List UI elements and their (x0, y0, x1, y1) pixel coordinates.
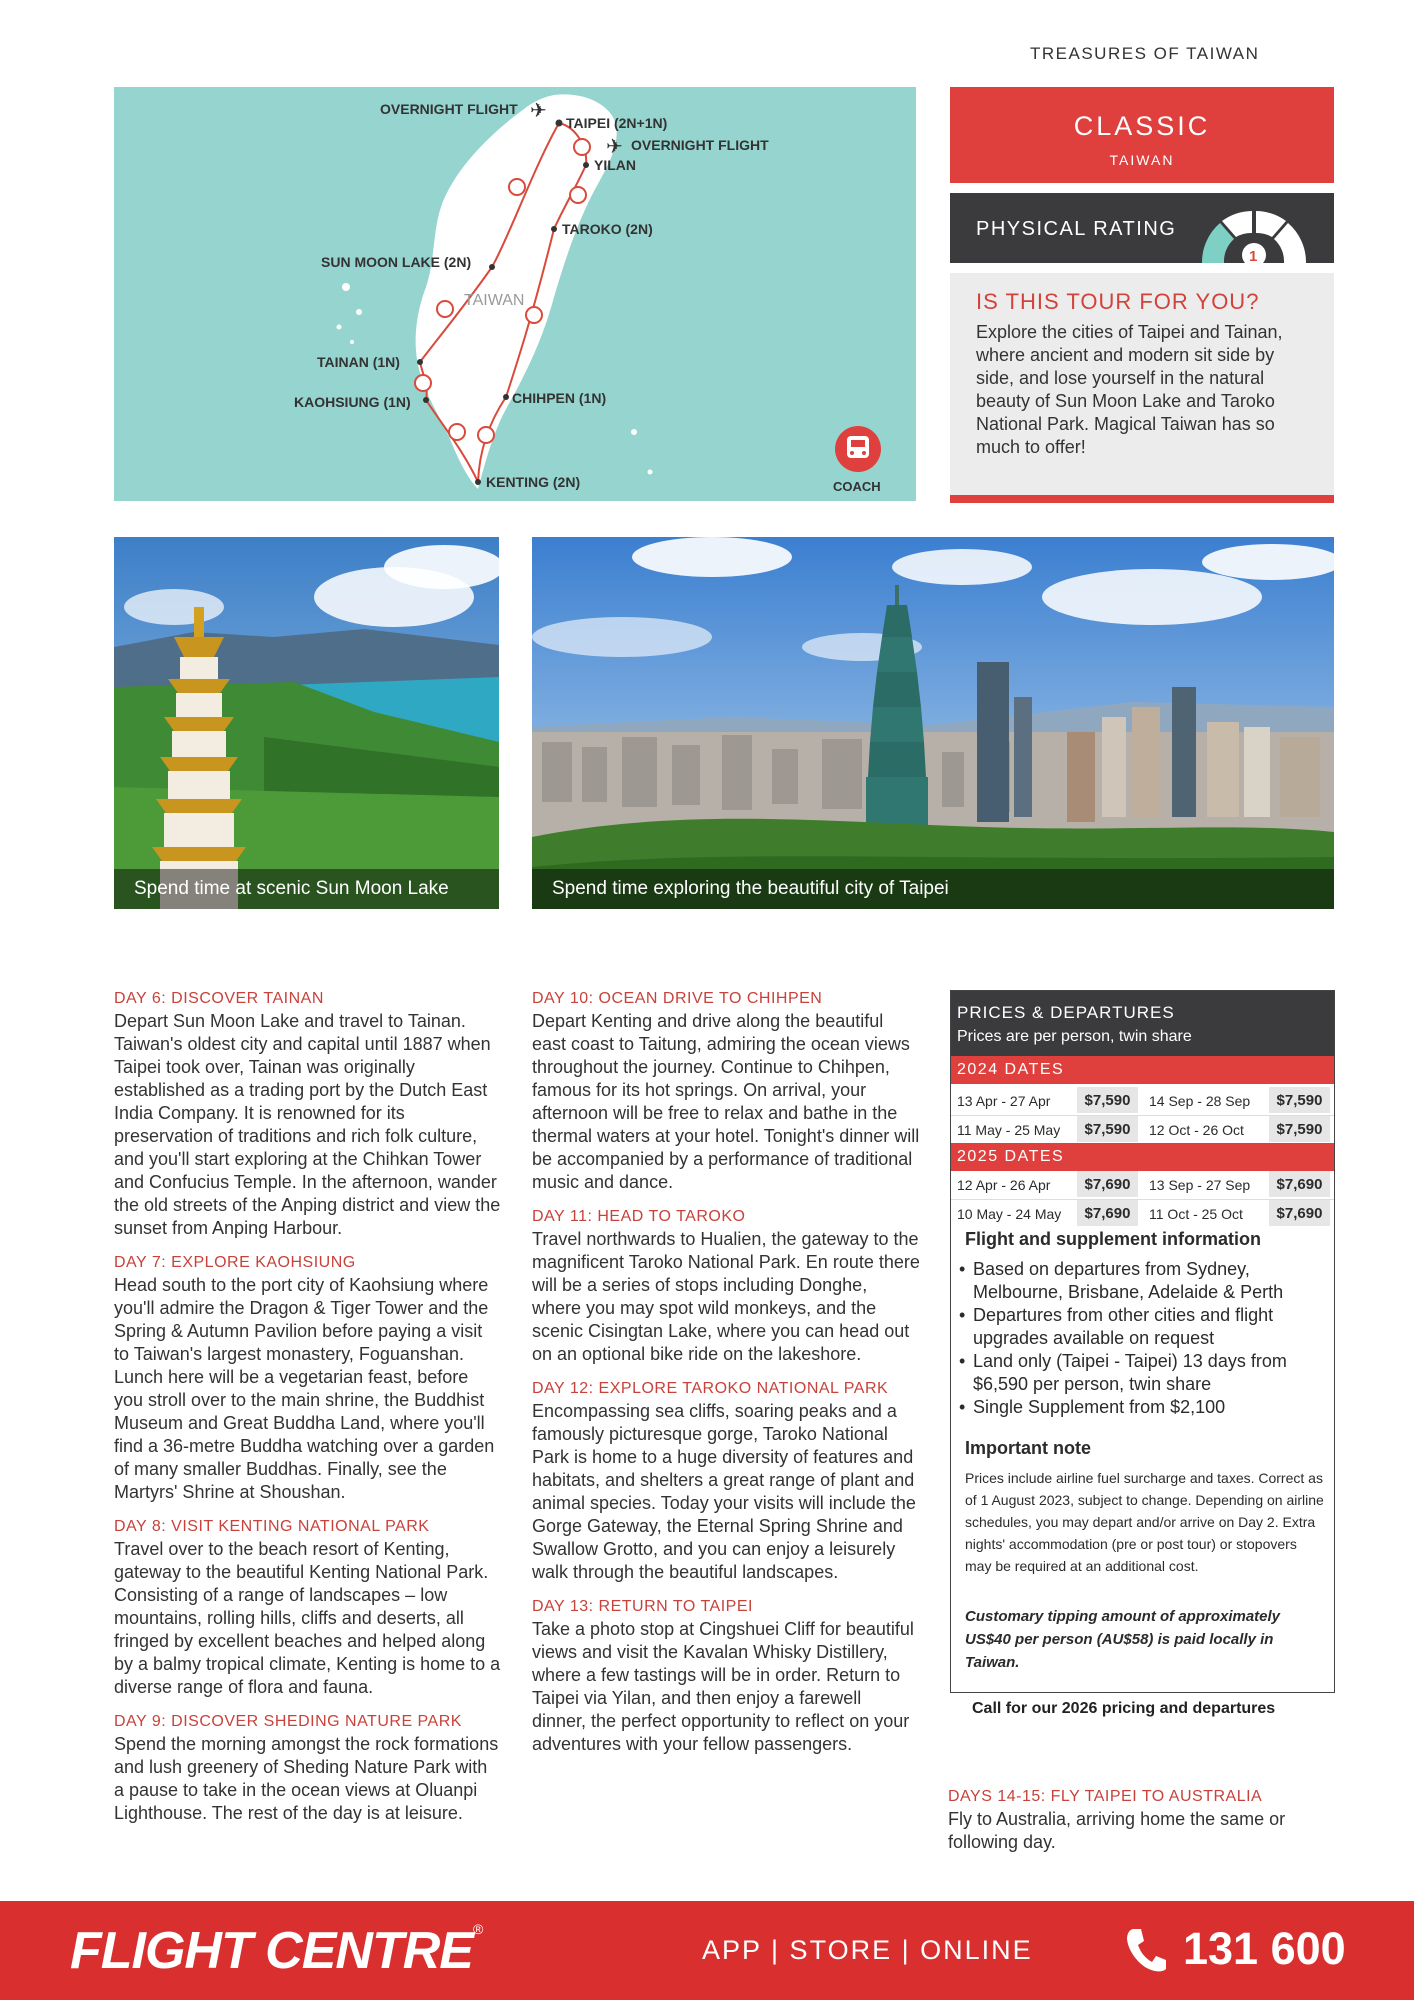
map-label-taroko: TAROKO (2N) (562, 221, 653, 237)
departure-date: 13 Apr - 27 Apr (957, 1093, 1051, 1109)
map-label-taiwan: TAIWAN (464, 292, 525, 309)
map-label-tainan: TAINAN (1N) (317, 354, 400, 370)
classic-subtitle: TAIWAN (1109, 152, 1175, 168)
day-12-text: Encompassing sea cliffs, soaring peaks and a famously picturesque gorge, Taroko National Park is home to a huge diversity of features and habitats, and shelters a great range of plant and animal species. Today your visits will include the Gorge Gateway, the Eternal Spring Shrine and Swallow Grotto, and you can enjoy a leisurely walk through the beautiful landscapes. (532, 1401, 916, 1582)
price-row (951, 1115, 1334, 1143)
rating-value: 1 (1249, 248, 1258, 263)
registered-mark: ® (472, 1921, 483, 1937)
map-label-sun-moon: SUN MOON LAKE (2N) (321, 254, 472, 270)
day-11-text: Travel northwards to Hualien, the gateway to the magnificent Taroko National Park. En route there will be a series of stops including Donghe, where you may spot wild monkeys, and the scenic Cisingtan Lake, where you can head out on an optional bike ride on the lakeshore. (532, 1229, 920, 1364)
map-label-flight-left: OVERNIGHT FLIGHT (380, 101, 518, 117)
map-label-taipei: TAIPEI (2N+1N) (566, 115, 668, 131)
day-11-heading: DAY 11: HEAD TO TAROKO (532, 1208, 746, 1225)
day-8-heading: DAY 8: VISIT KENTING NATIONAL PARK (114, 1518, 430, 1535)
classic-tour-badge (950, 87, 1334, 183)
day-7-heading: DAY 7: EXPLORE KAOHSIUNG (114, 1254, 356, 1271)
photo-caption-taipei: Spend time exploring the beautiful city of Taipei (532, 869, 1334, 909)
price-row (951, 1199, 1334, 1227)
page-header-title: TREASURES OF TAIWAN (1030, 44, 1260, 63)
phone-number[interactable]: 131 600 (1183, 1923, 1346, 1974)
day-9-heading: DAY 9: DISCOVER SHEDING NATURE PARK (114, 1713, 462, 1730)
list-item: • Departures from other cities and flight upgrades available on request (959, 1304, 1329, 1350)
photo-caption-sun-moon: Spend time at scenic Sun Moon Lake (114, 869, 499, 909)
sun-moon-lake-photo (114, 537, 499, 909)
departure-price: $7,590 (1269, 1087, 1330, 1113)
prices-title: PRICES & DEPARTURES (957, 1003, 1175, 1022)
departure-price: $7,590 (1077, 1116, 1138, 1142)
days-14-15-text: Fly to Australia, arriving home the same or following day. (948, 1809, 1286, 1852)
footer-channels[interactable]: APP | STORE | ONLINE (702, 1935, 1033, 1965)
day-12-heading: DAY 12: EXPLORE TAROKO NATIONAL PARK (532, 1380, 889, 1397)
map-label-chihpen: CHIHPEN (1N) (512, 390, 607, 406)
taipei-skyline-photo (532, 537, 1334, 909)
tipping-note: Customary tipping amount of approximately US$40 per person (AU$58) is paid locally in Taiwan. (965, 1608, 1281, 1671)
important-note-text: Prices include airline fuel surcharge and taxes. Correct as of 1 August 2023, subject to change. Depending on airline schedules, you may depart and/or arrive on Day 2. Extra nights' accommodation (pre or post tour) or stopovers may be required at an additional cost. (965, 1470, 1324, 1574)
tour-route-map (114, 87, 916, 501)
departure-price: $7,690 (1269, 1171, 1330, 1197)
flight-centre-footer (0, 1901, 1414, 2000)
departure-date: 11 May - 25 May (957, 1122, 1061, 1138)
itinerary-column-2 (532, 987, 920, 1756)
physical-rating-panel (950, 193, 1334, 263)
logo-text: FLIGHT CENTRE (70, 1922, 473, 1980)
day-7-text: Head south to the port city of Kaohsiung where you'll admire the Dragon & Tiger Tower and the Spring & Autumn Pavilion before paying a visit to Taiwan's largest monastery, Foguanshan. Lunch here will be a vegetarian feast, before you stroll over to the main shrine, the Buddhist Museum and Great Buddha Land, where you'll find a 36-metre Buddha watching over a garden of many smaller Buddhas. Finally, see the Martyrs' Shrine at Shoushan. (114, 1275, 495, 1502)
list-item: • Land only (Taipei - Taipei) 13 days from $6,590 per person, twin share (959, 1350, 1329, 1396)
phone-icon (1125, 1927, 1167, 1973)
prices-departures-box (950, 990, 1335, 1693)
departure-price: $7,690 (1269, 1200, 1330, 1226)
tour-for-you-heading: IS THIS TOUR FOR YOU? (976, 289, 1260, 314)
map-label-yilan: YILAN (594, 157, 636, 173)
departure-price: $7,690 (1077, 1171, 1138, 1197)
departure-date: 12 Apr - 26 Apr (957, 1177, 1051, 1193)
flight-supplement-heading: Flight and supplement information (965, 1229, 1261, 1249)
flight-supplement-list (959, 1258, 1329, 1419)
call-2026-pricing: Call for our 2026 pricing and departures (972, 1700, 1276, 1717)
year-2024-bar: 2024 DATES (951, 1056, 1334, 1084)
physical-rating-label: PHYSICAL RATING (976, 218, 1177, 240)
day-6-text: Depart Sun Moon Lake and travel to Tainan. Taiwan's oldest city and capital until 1887 when Taipei took over, Tainan was originally established as a trading port by the Dutch East India Company. It is renowned for its preservation of traditions and rich folk culture, and you'll start exploring at the Chihkan Tower and Confucius Temple. In the afternoon, wander the old streets of the Anping district and view the sunset from Anping Harbour. (114, 1011, 501, 1238)
map-label-kaohsiung: KAOHSIUNG (1N) (294, 394, 411, 410)
departure-date: 13 Sep - 27 Sep (1149, 1177, 1251, 1193)
departure-price: $7,690 (1077, 1200, 1138, 1226)
list-item: • Based on departures from Sydney, Melbourne, Brisbane, Adelaide & Perth (959, 1258, 1329, 1304)
flight-centre-logo[interactable] (70, 1921, 482, 1981)
departure-date: 14 Sep - 28 Sep (1149, 1093, 1251, 1109)
departure-date: 10 May - 24 May (957, 1206, 1062, 1222)
day-13-heading: DAY 13: RETURN TO TAIPEI (532, 1598, 753, 1615)
departure-date: 12 Oct - 26 Oct (1149, 1122, 1244, 1138)
day-6-heading: DAY 6: DISCOVER TAINAN (114, 990, 324, 1007)
departure-price: $7,590 (1077, 1087, 1138, 1113)
departure-price: $7,590 (1269, 1116, 1330, 1142)
tour-for-you-panel (950, 273, 1334, 503)
coach-label: COACH (833, 479, 881, 494)
plane-icon: ✈ (530, 100, 547, 122)
map-label-kenting: KENTING (2N) (486, 474, 581, 490)
tour-for-you-text: Explore the cities of Taipei and Tainan, where ancient and modern sit side by side, and lose yourself in the natural beauty of Sun Moon Lake and Taroko National Park. Magical Taiwan has so much to offer! (976, 322, 1283, 457)
year-2025-bar: 2025 DATES (951, 1143, 1334, 1171)
map-label-flight-right: OVERNIGHT FLIGHT (631, 137, 769, 153)
prices-subtitle: Prices are per person, twin share (957, 1028, 1192, 1045)
itinerary-column-1 (114, 987, 502, 1825)
prices-header (951, 991, 1334, 1056)
classic-title: CLASSIC (1073, 111, 1211, 141)
departure-date: 11 Oct - 25 Oct (1149, 1206, 1243, 1222)
plane-icon: ✈ (606, 136, 623, 158)
days-14-15-heading: DAYS 14-15: FLY TAIPEI TO AUSTRALIA (948, 1788, 1263, 1805)
day-9-text: Spend the morning amongst the rock formations and lush greenery of Sheding Nature Park with a pause to take in the ocean views at Oluanpi Lighthouse. The rest of the day is at leisure. (114, 1734, 499, 1823)
itinerary-column-3 (948, 1785, 1338, 1854)
day-10-heading: DAY 10: OCEAN DRIVE TO CHIHPEN (532, 990, 823, 1007)
rating-gauge-icon (1194, 199, 1314, 263)
day-10-text: Depart Kenting and drive along the beautiful east coast to Taitung, admiring the ocean views throughout the journey. Continue to Chihpen, famous for its hot springs. On arrival, your afternoon will be free to relax and bathe in the thermal waters at your hotel. Tonight's dinner will be accompanied by a performance of traditional music and dance. (532, 1011, 920, 1192)
important-note-heading: Important note (965, 1438, 1091, 1458)
day-8-text: Travel over to the beach resort of Kenting, gateway to the beautiful Kenting National Park. Consisting of a range of landscapes – low mountains, rolling hills, cliffs and deserts, all fringed by excellent beaches and helped along by a balmy tropical climate, Kenting is home to a diverse range of flora and fauna. (114, 1539, 501, 1697)
day-13-text: Take a photo stop at Cingshuei Cliff for beautiful views and visit the Kavalan Whisky Distillery, where a few tastings will be in order. Return to Taipei via Yilan, and then enjoy a farewell dinner, the perfect opportunity to reflect on your adventures with your fellow passengers. (532, 1619, 914, 1754)
list-item: • Single Supplement from $2,100 (959, 1396, 1329, 1419)
price-row (951, 1087, 1334, 1115)
price-row (951, 1171, 1334, 1199)
